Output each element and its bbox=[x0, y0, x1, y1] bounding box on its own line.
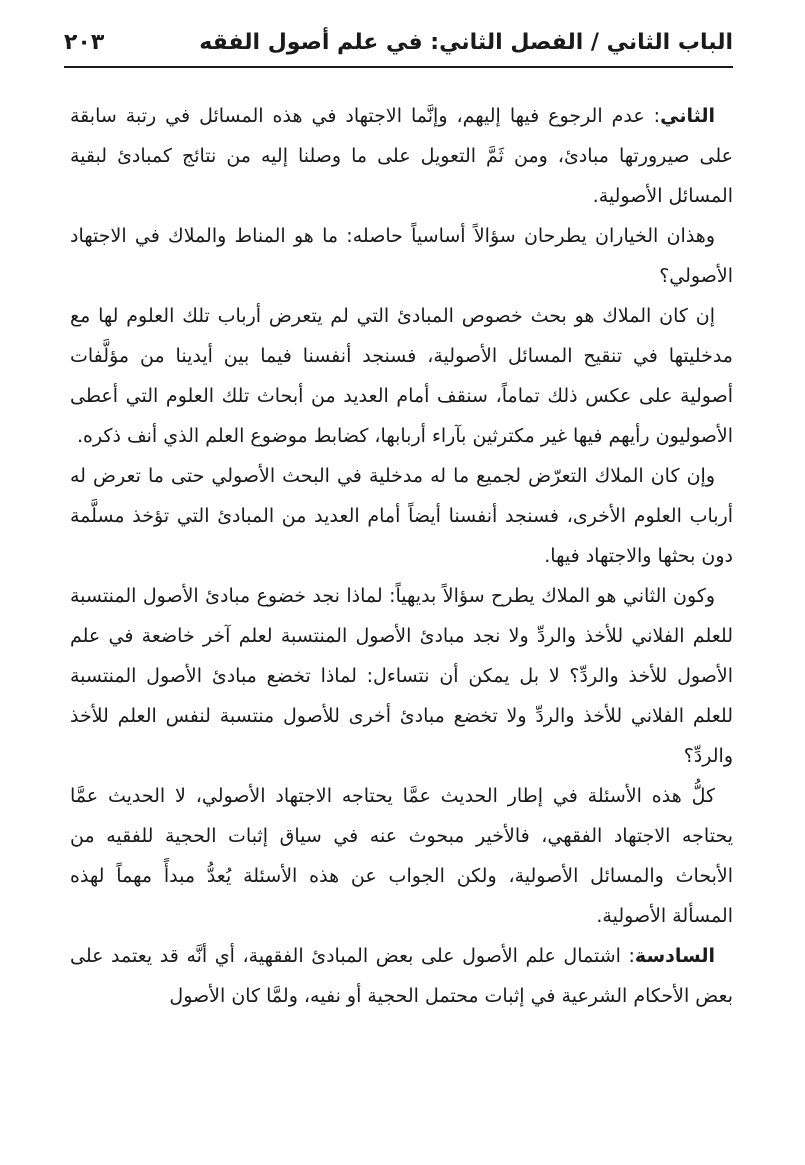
paragraph bbox=[70, 96, 733, 216]
paragraph bbox=[70, 576, 733, 776]
header-title: الباب الثاني / الفصل الثاني: في علم أصول الفقه bbox=[199, 29, 733, 55]
body-text bbox=[70, 96, 733, 1016]
paragraph-text: وإن كان الملاك التعرّض لجميع ما له مدخلية في البحث الأصولي حتى ما تعرض له أرباب العلوم الأخرى، فسنجد أنفسنا أيضاً أمام العديد من المبادئ التي تؤخذ مسلَّمة دون بحثها والاجتهاد فيها. bbox=[70, 465, 733, 567]
page-number: ٢٠٣ bbox=[64, 29, 105, 55]
paragraph-text: إن كان الملاك هو بحث خصوص المبادئ التي لم يتعرض أرباب تلك العلوم لها مع مدخليتها في تنقيح المسائل الأصولية، فسنجد أنفسنا فيما بين أيدينا من مؤلَّفات أصولية على عكس ذلك تماماً، سنقف أمام العديد من أبحاث تلك العلوم التي أعطى الأصوليون رأيهم فيها غير مكترثين بآراء أربابها، كضابط موضوع العلم الذي أنف ذكره. bbox=[70, 305, 733, 447]
paragraph-lead: السادسة bbox=[634, 945, 715, 967]
paragraph-text: وهذان الخياران يطرحان سؤالاً أساسياً حاصله: ما هو المناط والملاك في الاجتهاد الأصولي؟ bbox=[70, 225, 733, 287]
paragraph-text: : اشتمال علم الأصول على بعض المبادئ الفقهية، أي أنَّه قد يعتمد على بعض الأحكام الشرعية في إثبات محتمل الحجية أو نفيه، ولمَّا كان الأصول bbox=[70, 945, 733, 1007]
paragraph bbox=[70, 456, 733, 576]
paragraph-text: كلُّ هذه الأسئلة في إطار الحديث عمَّا يحتاجه الاجتهاد الأصولي، لا الحديث عمَّا يحتاجه الاجتهاد الفقهي، فالأخير مبحوث عنه في سياق إثبات الحجية للفقيه من الأبحاث والمسائل الأصولية، ولكن الجواب عن هذه الأسئلة يُعدُّ مبدأً مهماً لهذه المسألة الأصولية. bbox=[70, 785, 733, 927]
paragraph-text: : عدم الرجوع فيها إليهم، وإنَّما الاجتهاد في هذه المسائل في رتبة سابقة على صيرورتها مبادئ، ومن ثَمَّ التعويل على ما وصلنا إليه من نتائج كمبادئ لبقية المسائل الأصولية. bbox=[70, 105, 733, 207]
header-divider bbox=[64, 66, 733, 68]
paragraph bbox=[70, 936, 733, 1016]
running-header bbox=[64, 22, 733, 62]
paragraph-lead: الثاني bbox=[660, 105, 715, 127]
paragraph-text: وكون الثاني هو الملاك يطرح سؤالاً بديهياً: لماذا نجد خضوع مبادئ الأصول المنتسبة للعلم الفلاني للأخذ والردِّ ولا نجد مبادئ الأصول المنتسبة لعلم آخر خاضعة في علم الأصول للأخذ والردِّ؟ لا بل يمكن أن نتساءل: لماذا تخضع مبادئ الأصول المنتسبة للعلم الفلاني للأخذ والردِّ ولا تخضع مبادئ أخرى للأصول منتسبة لنفس العلم للأخذ والردِّ؟ bbox=[70, 585, 733, 767]
paragraph bbox=[70, 296, 733, 456]
paragraph bbox=[70, 216, 733, 296]
paragraph bbox=[70, 776, 733, 936]
